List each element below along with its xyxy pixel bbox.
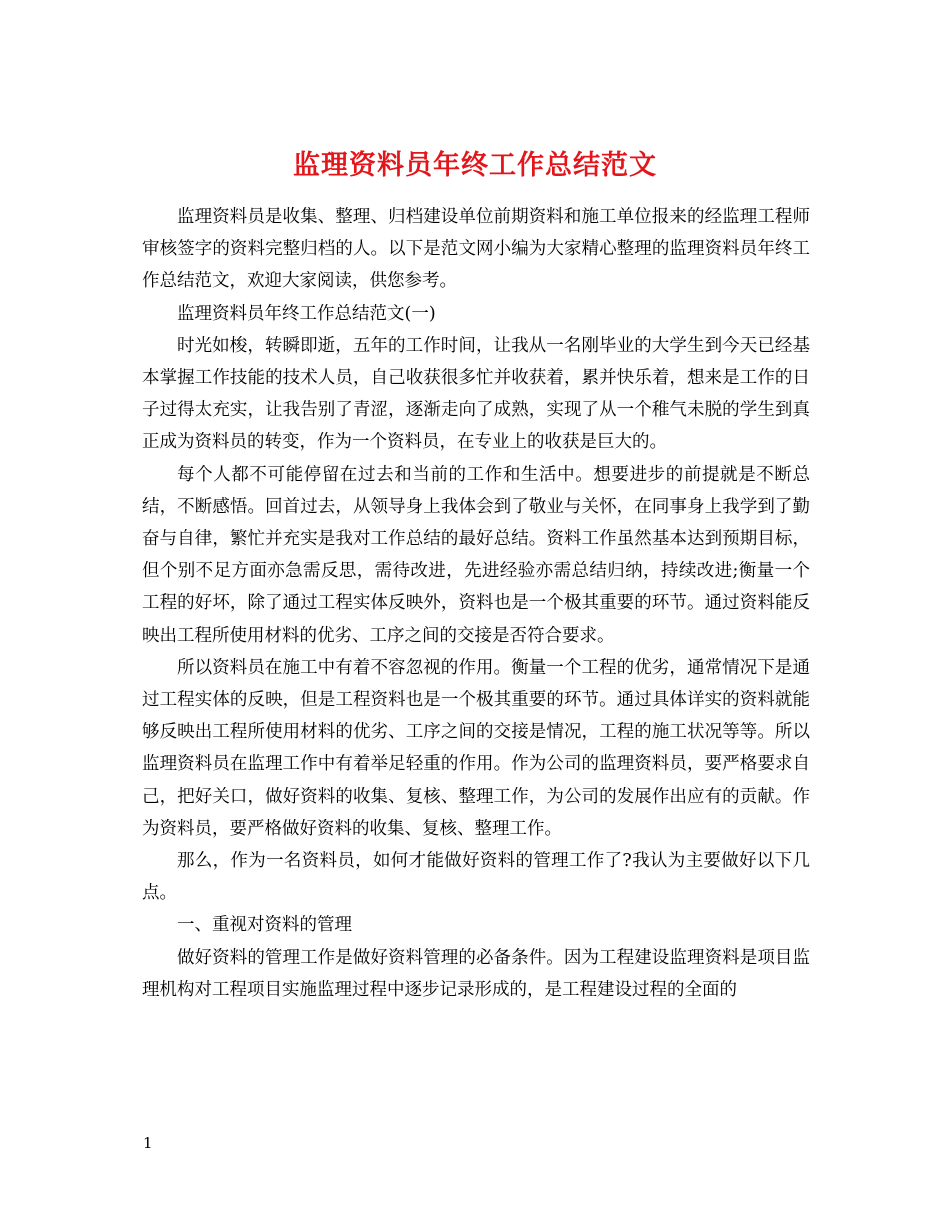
paragraph: 那么，作为一名资料员，如何才能做好资料的管理工作了?我认为主要做好以下几点。: [142, 851, 810, 904]
page-number: 1: [143, 1134, 153, 1152]
subsection-heading: 一、重视对资料的管理: [177, 915, 352, 936]
paragraph: 每个人都不可能停留在过去和当前的工作和生活中。想要进步的前提就是不断总结，不断感悟。回首过去，从领导身上我体会到了敬业与关怀，在同事身上我学到了勤奋与自律，繁忙并充实是我对工作总结的最好总结。资料工作虽然基本达到预期目标，但个别不足方面亦急需反思，需待改进，先进经验亦需总结归纳，持续改进;衡量一个工程的好坏，除了通过工程实体反映外，资料也是一个极其重要的环节。通过资料能反映出工程所使用材料的优劣、工序之间的交接是否符合要求。: [142, 464, 810, 646]
document-title: 监理资料员年终工作总结范文: [293, 150, 657, 182]
paragraph: 时光如梭，转瞬即逝，五年的工作时间，让我从一名刚毕业的大学生到今天已经基本掌握工作技能的技术人员，自己收获很多忙并收获着，累并快乐着，想来是工作的日子过得太充实，让我告别了青涩，逐渐走向了成熟，实现了从一个稚气未脱的学生到真正成为资料员的转变，作为一个资料员，在专业上的收获是巨大的。: [142, 335, 810, 453]
paragraph: 所以资料员在施工中有着不容忽视的作用。衡量一个工程的优劣，通常情况下是通过工程实体的反映，但是工程资料也是一个极其重要的环节。通过具体详实的资料就能够反映出工程所使用材料的优劣、工序之间的交接是情况，工程的施工状况等等。所以监理资料员在监理工作中有着举足轻重的作用。作为公司的监理资料员，要严格要求自己，把好关口，做好资料的收集、复核、整理工作，为公司的发展作出应有的贡献。作为资料员，要严格做好资料的收集、复核、整理工作。: [142, 657, 810, 839]
section-heading: 监理资料员年终工作总结范文(一): [177, 303, 436, 324]
paragraph-intro: 监理资料员是收集、整理、归档建设单位前期资料和施工单位报来的经监理工程师审核签字的资料完整归档的人。以下是范文网小编为大家精心整理的监理资料员年终工作总结范文，欢迎大家阅读，供您参考。: [142, 207, 810, 292]
paragraph: 做好资料的管理工作是做好资料管理的必备条件。因为工程建设监理资料是项目监理机构对工程项目实施监理过程中逐步记录形成的，是工程建设过程的全面的: [142, 947, 810, 1000]
document-body: [142, 201, 810, 1006]
